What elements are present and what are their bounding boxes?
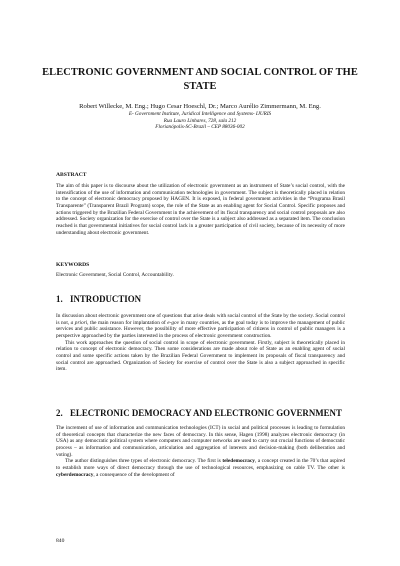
affiliation-institute: E- Government Institute, Juridical Intelligence and Systems- IJURIS [128,111,272,117]
section-1-heading [56,294,141,304]
section-1-title: INTRODUCTION [70,294,142,304]
section-2-heading [56,408,342,418]
section-1-body [56,313,345,373]
abstract-paragraph: The aim of this paper is to discourse about the utilization of electronic government as an instrument of State’s social control, with the intensification of the use of information and communication technologies in government. The subject is theoretically placed in relation to the concept of electronic democracy proposed by HAGEN. It is exposed, in federal government activities in the “Programa Brasil Transparente” (Transparent Brazil Program) scope, the role of the State as an enabling agent for Social Control. Specific proposes and actions triggered by the Brazilian Federal Government in the achievement of its fiscal transparency and social control proposals are also addressed. Society organization for the exercise of control over the State is a subject also addressed as a separated item. The conclusion reached is that governmental initiatives for social control lack in a greater participation of civil society, because of its necessity of more understanding about electronic government. [56,183,345,236]
keywords-text [56,272,345,279]
section-2-body [56,425,345,478]
page-number: 840 [56,538,65,544]
section-2-paragraph-2: The author distinguishes three types of electronic democracy. The first is teledemocracy, a concept created in the 70’s that aspired to establish more ways of direct democracy through the use of technological resources, emphasizing on cable TV. The other is cyberdemocracy, a consequence of the development of [56,458,345,478]
section-2-title: ELECTRONIC DEMOCRACY AND ELECTRONIC GOVERNMENT [70,408,342,418]
section-2-number: 2. [56,408,63,418]
section-1-paragraph-1: In discussion about electronic government one of questions that arise deals with social control of the State by the society. Social control is not, a priori, the main reason for implantation of e-gov in many countries, as the goal today is to improve the management of public services and public assistance. However, the possibility of more effective participation of citizens in control of public managers is a perspective approached by the parties interested in the process of electronic government construction. [56,313,345,339]
keywords-label: KEYWORDS [56,262,90,268]
abstract-text [56,183,345,236]
keywords-paragraph: Electronic Government, Social Control, Accountability. [56,272,174,278]
paper-title: ELECTRONIC GOVERNMENT AND SOCIAL CONTROL OF THE STATE [42,67,358,92]
abstract-label: ABSTRACT [56,172,87,178]
affiliation-city: Florianópolis-SC-Brazil – CEP 88036-002 [155,124,245,131]
author-list: Robert Willecke, M. Eng.; Hugo Cesar Hoeschl, Dr.; Marco Aurélio Zimmermann, M. Eng. [79,103,321,110]
section-2-paragraph-1: The increment of use of information and communication technologies (ICT) in social and political processes is leading to formulation of theoretical concepts that characterize the new faces of democracy. In this sense, Hagen (1998) analyzes electronic democracy (in USA) as any democratic political system where computers and computer networks are used to carry out crucial functions of democratic process – as information and communication, articulation and aggregation of interests and decision-making (both deliberation and voting). [56,425,345,458]
affiliation-street: Rua Lauro Linhares, 728, sala 212 [163,117,237,124]
section-1-paragraph-2: This work approaches the question of social control in scope of electronic government. Firstly, subject is theoretically placed in relation to concept of electronic democracy. Then some considerations are made about role of State as an enabling agent of social control and some specific actions taken by the Brazilian Federal Government to implement its proposals of fiscal transparency and social control are approached. Organization of Society for exercise of control over the State is also a subject approached in specific item. [56,339,345,373]
affiliation-block [30,111,370,131]
section-1-number: 1. [56,294,63,304]
